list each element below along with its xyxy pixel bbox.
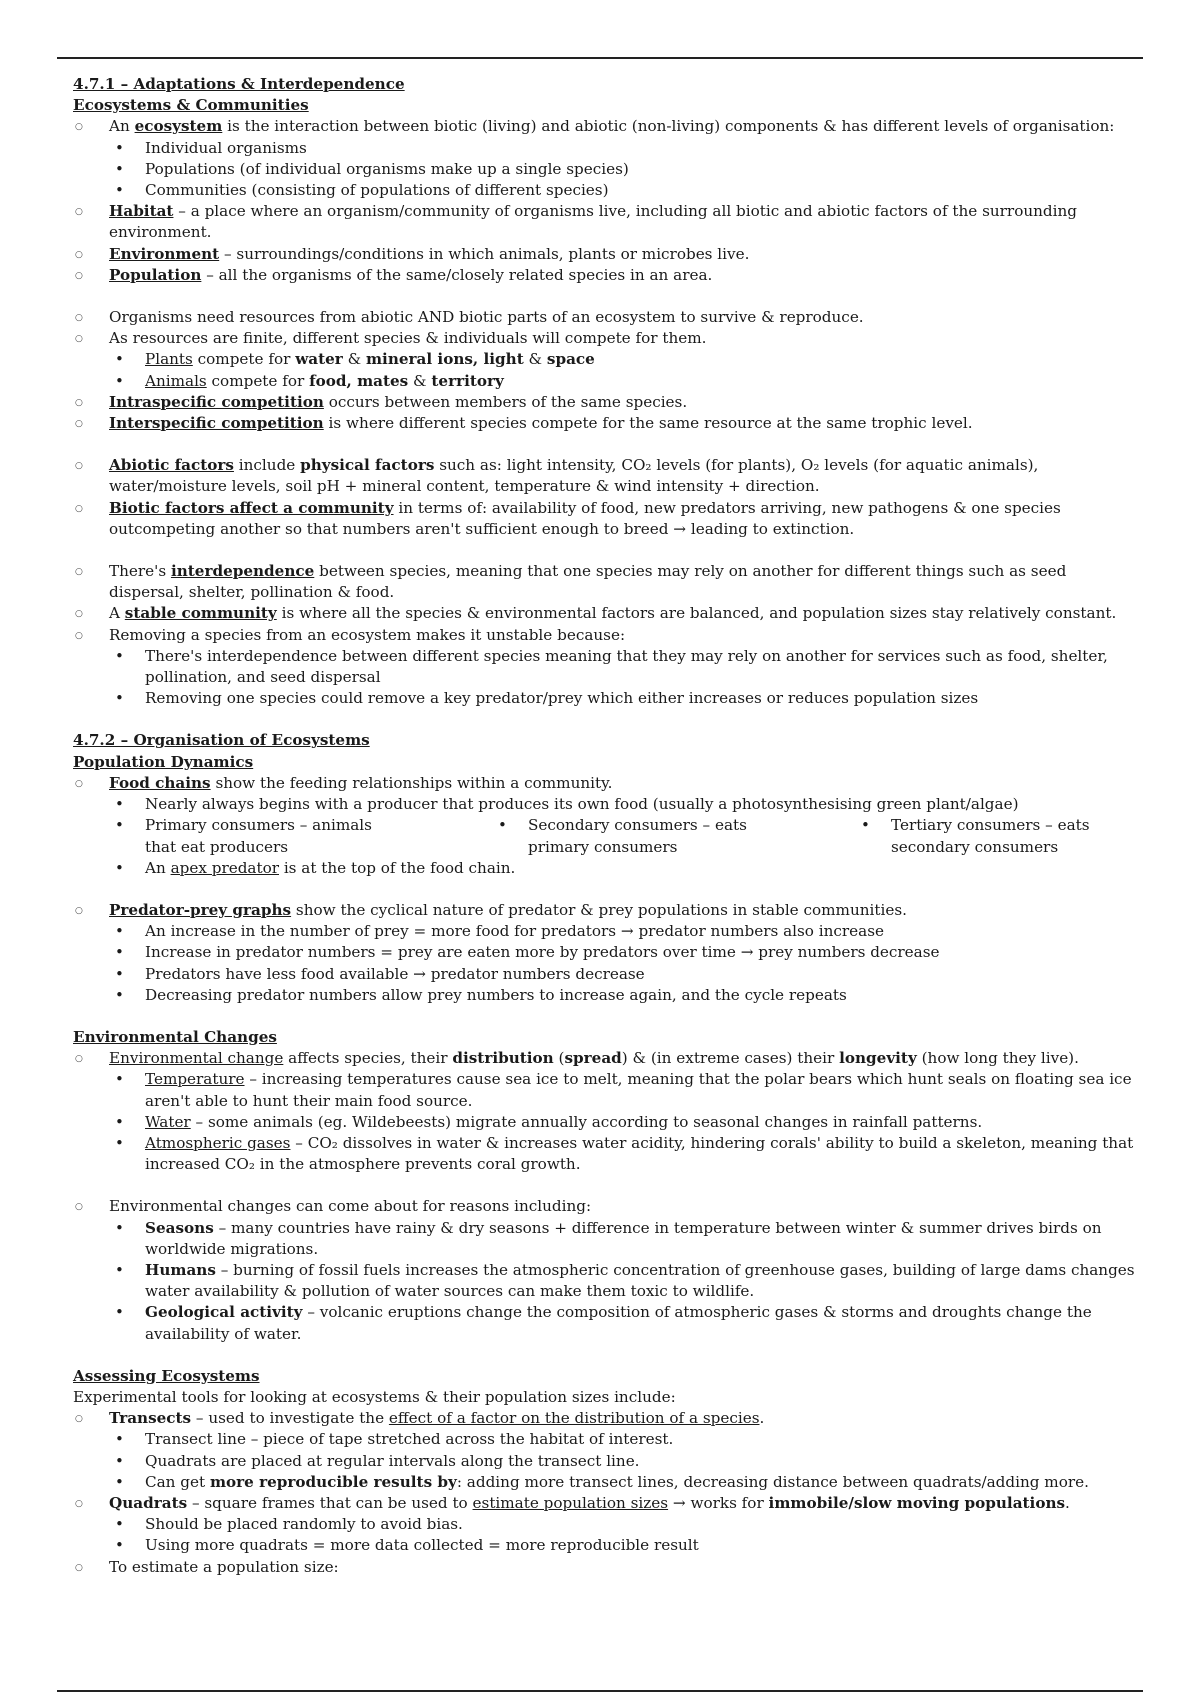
list-item: • Nearly always begins with a producer that produces its own food (usually a photosynthesising green plant/algae) (73, 794, 1138, 815)
list-item: ○ Environmental changes can come about for reasons including: (73, 1196, 1138, 1217)
list-item: ○ Intraspecific competition occurs between members of the same species. (73, 392, 1138, 413)
list-item: • Should be placed randomly to avoid bias. (73, 1514, 1138, 1535)
subheading-ecosystems: Ecosystems & Communities (73, 96, 309, 115)
list-item: • Plants compete for water & mineral ions, light & space (73, 349, 1138, 370)
list-item: • Removing one species could remove a key predator/prey which either increases or reduces population sizes (73, 688, 1138, 709)
list-item: • Animals compete for food, mates & territory (73, 371, 1138, 392)
list-item: ○ There's interdependence between species, meaning that one species may rely on another for different things such as seed dispersal, shelter, pollination & food. (73, 561, 1138, 603)
list-item: ○ Transects – used to investigate the effect of a factor on the distribution of a species. (73, 1408, 1138, 1429)
list-item: • There's interdependence between different species meaning that they may rely on another for services such as food, shelter, pollination, and seed dispersal (73, 646, 1138, 688)
list-item: ○ Organisms need resources from abiotic AND biotic parts of an ecosystem to survive & reproduce. (73, 307, 1138, 328)
list-item: • Geological activity – volcanic eruptions change the composition of atmospheric gases & storms and droughts change the availability of water. (73, 1302, 1138, 1344)
list-item: ○ Predator-prey graphs show the cyclical nature of predator & prey populations in stable communities. (73, 900, 1138, 921)
list-item: • Individual organisms (73, 138, 1138, 159)
list-item: • Decreasing predator numbers allow prey numbers to increase again, and the cycle repeats (73, 985, 1138, 1006)
list-item: • Communities (consisting of populations of different species) (73, 180, 1138, 201)
list-item: • Can get more reproducible results by: adding more transect lines, decreasing distance between quadrats/adding more. (73, 1472, 1138, 1493)
list-item: • Seasons – many countries have rainy & dry seasons + difference in temperature between winter & summer drives birds on worldwide migrations. (73, 1218, 1138, 1260)
list-item: ○ To estimate a population size: (73, 1557, 1138, 1578)
list-item: • Atmospheric gases – CO₂ dissolves in water & increases water acidity, hindering corals' ability to build a skeleton, meaning that increased CO₂ in the atmosphere prevents coral growth. (73, 1133, 1138, 1175)
list-item: • An increase in the number of prey = more food for predators → predator numbers also increase (73, 921, 1138, 942)
list-item: ○ Abiotic factors include physical factors such as: light intensity, CO₂ levels (for plants), O₂ levels (for aquatic animals), water/moisture levels, soil pH + mineral content, temperature & wind intensity + direction. (73, 455, 1138, 497)
list-item: • Water – some animals (eg. Wildebeests) migrate annually according to seasonal changes in rainfall patterns. (73, 1112, 1138, 1133)
bottom-rule (57, 1690, 1143, 1692)
subheading-population-dynamics: Population Dynamics (73, 752, 254, 771)
notes-page (73, 74, 1138, 1578)
list-item: • Primary consumers – animals that eat producers (109, 815, 492, 857)
list-item: ○ Food chains show the feeding relationships within a community. (73, 773, 1138, 794)
list-item: • Secondary consumers – eats primary consumers (492, 815, 855, 857)
section-title-4-7-1: 4.7.1 – Adaptations & Interdependence (73, 75, 405, 93)
list-item: ○ Interspecific competition is where different species compete for the same resource at the same trophic level. (73, 413, 1138, 434)
list-item: ○ Environment – surroundings/conditions in which animals, plants or microbes live. (73, 244, 1138, 265)
section-title-4-7-2: 4.7.2 – Organisation of Ecosystems (73, 731, 370, 750)
list-item: ○ Quadrats – square frames that can be used to estimate population sizes → works for immobile/slow moving populations. (73, 1493, 1138, 1514)
list-item: • Increase in predator numbers = prey are eaten more by predators over time → prey numbers decrease (73, 942, 1138, 963)
list-item: ○ Habitat – a place where an organism/community of organisms live, including all biotic and abiotic factors of the surrounding environment. (73, 201, 1138, 243)
list-item: ○ Biotic factors affect a community in terms of: availability of food, new predators arriving, new pathogens & one species outcompeting another so that numbers aren't sufficient enough to breed → leading to extinction. (73, 498, 1138, 540)
subheading-environmental-changes: Environmental Changes (73, 1027, 277, 1046)
list-item: • Humans – burning of fossil fuels increases the atmospheric concentration of greenhouse gases, building of large dams changes water availability & pollution of water sources can make them toxic to wildlife. (73, 1260, 1138, 1302)
list-item: • Using more quadrats = more data collected = more reproducible result (73, 1535, 1138, 1556)
list-item: ○ A stable community is where all the species & environmental factors are balanced, and population sizes stay relatively constant. (73, 603, 1138, 624)
subheading-assessing-ecosystems: Assessing Ecosystems (73, 1366, 260, 1385)
list-item: ○ Environmental change affects species, their distribution (spread) & (in extreme cases) their longevity (how long they live). (73, 1048, 1138, 1069)
list-item: ○ Removing a species from an ecosystem makes it unstable because: (73, 625, 1138, 646)
list-item: • Predators have less food available → predator numbers decrease (73, 964, 1138, 985)
list-item: • Transect line – piece of tape stretched across the habitat of interest. (73, 1429, 1138, 1450)
list-item: • Quadrats are placed at regular intervals along the transect line. (73, 1451, 1138, 1472)
list-item: • Populations (of individual organisms make up a single species) (73, 159, 1138, 180)
list-item: ○ An ecosystem is the interaction between biotic (living) and abiotic (non-living) components & has different levels of organisation: (73, 116, 1138, 137)
list-item: • Tertiary consumers – eats secondary consumers (855, 815, 1138, 857)
list-item: • An apex predator is at the top of the food chain. (73, 858, 1138, 879)
consumer-columns (73, 815, 1138, 857)
list-item: • Temperature – increasing temperatures cause sea ice to melt, meaning that the polar bears which hunt seals on floating sea ice aren't able to hunt their main food source. (73, 1069, 1138, 1111)
top-rule (57, 57, 1143, 59)
list-item: ○ Population – all the organisms of the same/closely related species in an area. (73, 265, 1138, 286)
list-item: ○ As resources are finite, different species & individuals will compete for them. (73, 328, 1138, 349)
assess-intro: Experimental tools for looking at ecosystems & their population sizes include: (73, 1387, 676, 1406)
